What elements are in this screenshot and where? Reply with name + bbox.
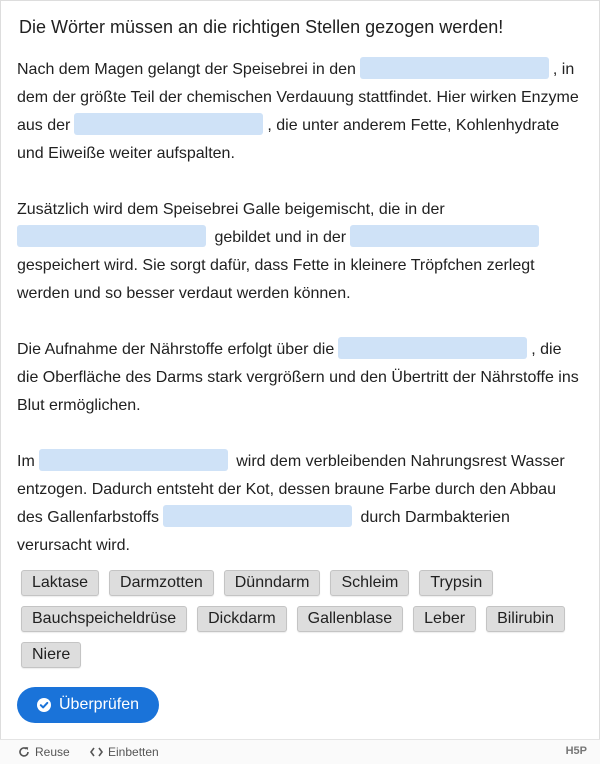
embed-button[interactable]	[90, 745, 159, 759]
paragraph-1	[17, 56, 585, 168]
check-button-label: Überprüfen	[59, 696, 140, 713]
paragraph-4	[17, 448, 585, 560]
drop-zone-7[interactable]	[163, 505, 352, 527]
cloze-text	[17, 56, 585, 560]
task-title: Die Wörter müssen an die richtigen Stellen gezogen werden!	[19, 17, 504, 37]
paragraph-2	[17, 196, 585, 308]
paragraph-3	[17, 336, 585, 420]
drop-zone-6[interactable]	[39, 449, 228, 471]
draggable-word-dickdarm[interactable]: Dickdarm	[197, 606, 287, 632]
draggable-word-bilirubin[interactable]: Bilirubin	[486, 606, 565, 632]
text-segment: gebildet und in der	[214, 229, 347, 246]
draggable-words	[21, 570, 581, 678]
check-circle-icon	[37, 698, 51, 712]
check-button[interactable]	[17, 687, 159, 723]
drop-zone-5[interactable]	[338, 337, 527, 359]
text-segment: Nach dem Magen gelangt der Speisebrei in den	[17, 61, 356, 78]
reuse-label: Reuse	[35, 745, 70, 759]
reuse-button[interactable]	[18, 745, 70, 759]
text-segment: gespeichert wird. Sie sorgt dafür, dass Fette in kleinere Tröpfchen zerlegt werden und so besser verdaut werden können.	[17, 257, 535, 302]
draggable-word-leber[interactable]: Leber	[413, 606, 476, 632]
draggable-word-laktase[interactable]: Laktase	[21, 570, 99, 596]
draggable-row-2	[21, 606, 581, 632]
text-segment: Die Aufnahme der Nährstoffe erfolgt über die	[17, 341, 335, 358]
drop-zone-2[interactable]	[74, 113, 263, 135]
footer-bar	[0, 739, 600, 764]
draggable-word-schleim[interactable]: Schleim	[330, 570, 409, 596]
text-segment: Zusätzlich wird dem Speisebrei Galle beigemischt, die in der	[17, 201, 445, 218]
draggable-word-gallenblase[interactable]: Gallenblase	[297, 606, 404, 632]
draggable-word-darmzotten[interactable]: Darmzotten	[109, 570, 214, 596]
drop-zone-1[interactable]	[360, 57, 549, 79]
drop-zone-4[interactable]	[350, 225, 539, 247]
text-segment: , die die Oberfläche des Darms stark vergrößern und den Übertritt der Nährstoffe ins Blut ermöglichen.	[17, 341, 579, 414]
embed-label: Einbetten	[108, 745, 159, 759]
draggable-word-duenndarm[interactable]: Dünndarm	[224, 570, 321, 596]
h5p-logo: H5P	[565, 745, 587, 757]
text-segment: durch Darmbakterien verursacht wird.	[17, 509, 510, 554]
draggable-word-trypsin[interactable]: Trypsin	[419, 570, 493, 596]
text-segment: , in dem der größte Teil der chemischen Verdauung stattfindet. Hier wirken Enzyme aus der	[17, 61, 579, 134]
text-segment: wird dem verbleibenden Nahrungsrest Wasser entzogen. Dadurch entsteht der Kot, dessen braune Farbe durch den Abbau des Gallenfarbstoffs	[17, 453, 565, 526]
text-segment: , die unter anderem Fette, Kohlenhydrate und Eiweiße weiter aufspalten.	[17, 117, 560, 162]
drop-zone-3[interactable]	[17, 225, 206, 247]
draggable-row-1	[21, 570, 581, 596]
text-segment: Im	[17, 453, 35, 470]
reuse-icon	[18, 746, 30, 758]
draggable-word-bauchspeicheldruese[interactable]: Bauchspeicheldrüse	[21, 606, 187, 632]
draggable-word-niere[interactable]: Niere	[21, 642, 81, 668]
draggable-row-3	[21, 642, 581, 668]
code-icon	[90, 747, 103, 757]
